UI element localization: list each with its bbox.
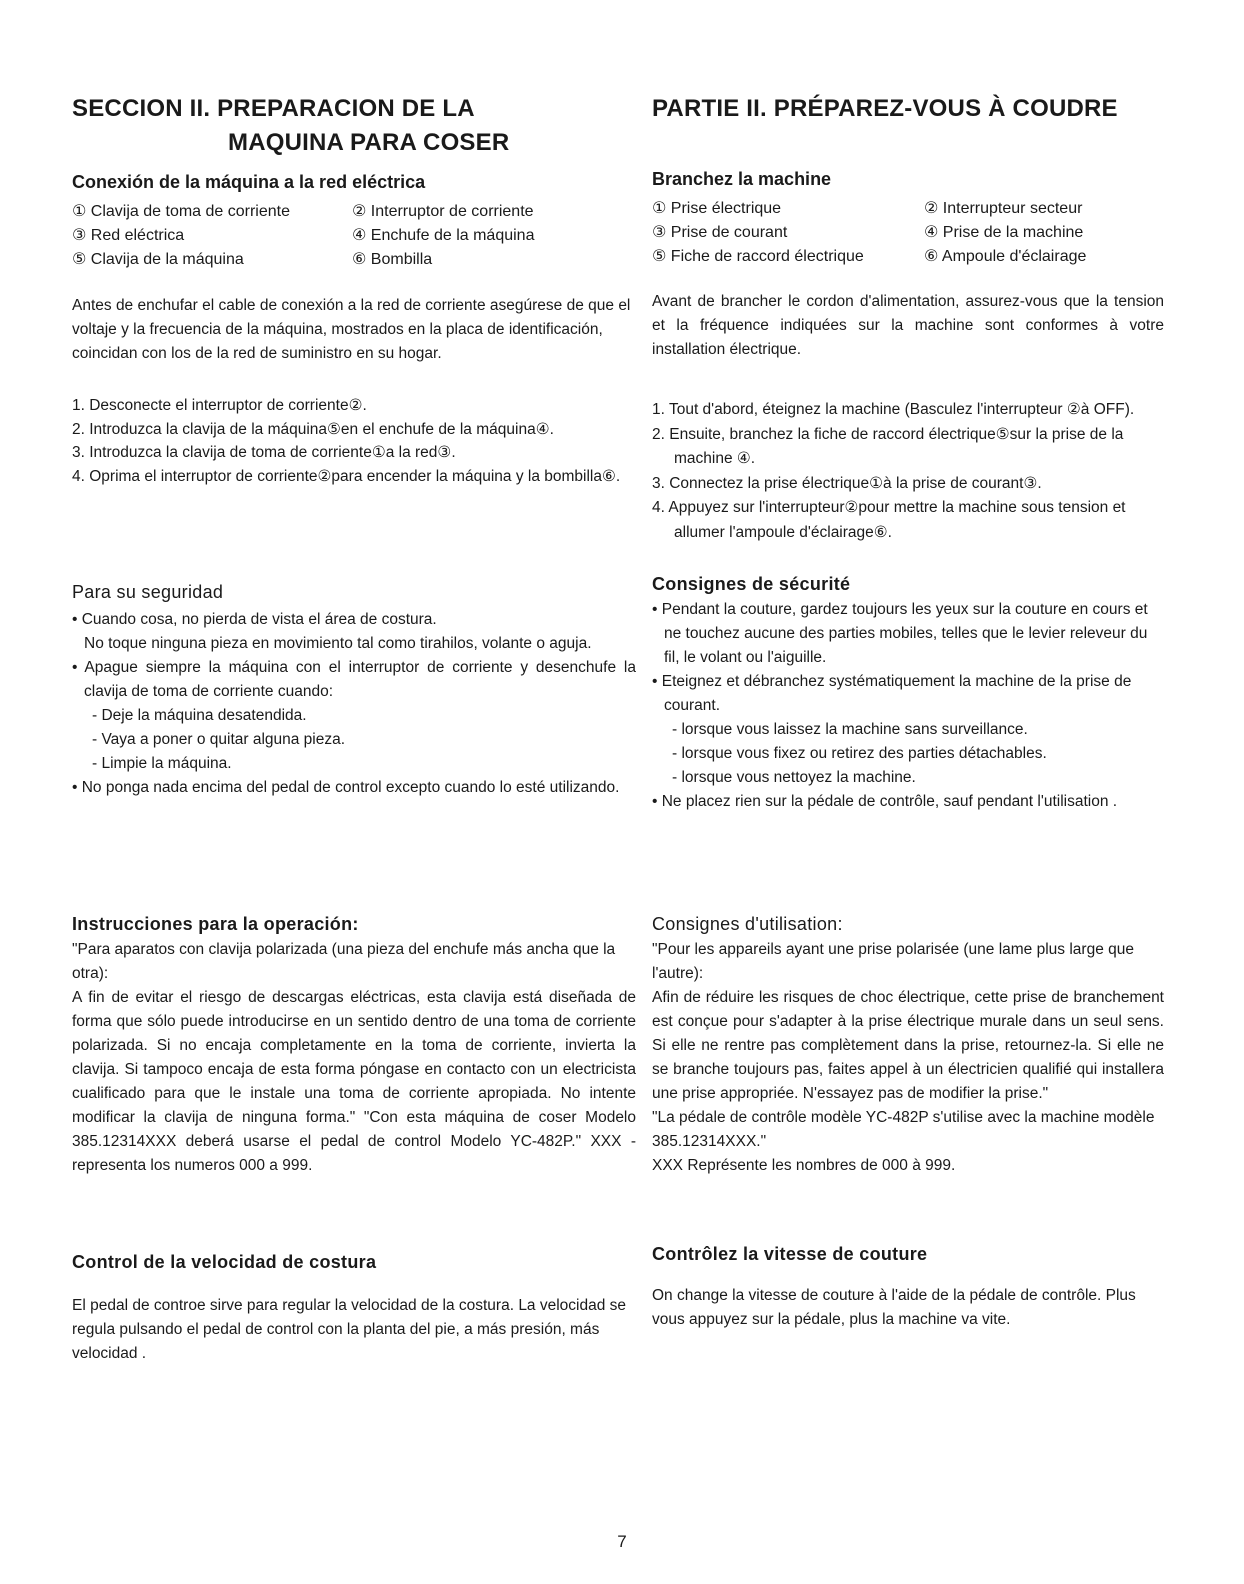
fr-part-1: ① Prise électrique	[652, 200, 782, 217]
fr-connection-intro: Avant de brancher le cordon d'alimentation, assurez-vous que la tension et la fréquence indiquées sur la machine sont conformes à votre installation électrique.	[652, 293, 1164, 358]
fr-safety-bullet-3: • Ne placez rien sur la pédale de contrôle, sauf pendant l'utilisation .	[652, 793, 1118, 810]
fr-part-4: ④ Prise de la machine	[924, 224, 1084, 241]
es-safety-dash-group	[72, 704, 636, 776]
es-safety-section	[72, 580, 636, 800]
fr-operation-para-2: Afin de réduire les risques de choc électrique, cette prise de branchement est conçue pour s'adapter à la prise électrique murale dans un seul sens. Si elle ne rentre pas complètement dans la prise, retournez-la. Si elle ne se branche toujours pas, faites appel à un électricien qualifié qui installera une prise appropriée. N'essayez pas de modifier la prise."	[652, 989, 1164, 1102]
fr-safety-dash-3: - lorsque vous nettoyez la machine.	[672, 769, 916, 786]
fr-title: PARTIE II. PRÉPAREZ-VOUS À COUDRE	[652, 95, 1118, 122]
fr-safety-list	[652, 598, 1164, 814]
fr-speed-section	[652, 1242, 1164, 1332]
fr-speed-text: On change la vitesse de couture à l'aide de la pédale de contrôle. Plus vous appuyez sur la pédale, plus la machine va vite.	[652, 1287, 1136, 1328]
fr-operation-para-1: "Pour les appareils ayant une prise polarisée (une lame plus large que l'autre):	[652, 941, 1134, 982]
fr-step-3: 3. Connectez la prise électrique①à la prise de courant③.	[652, 474, 1042, 492]
es-part-5: ⑤ Clavija de la máquina	[72, 251, 244, 268]
fr-safety-dash-group	[652, 718, 1164, 790]
es-part-4: ④ Enchufe de la máquina	[352, 227, 535, 244]
fr-safety-bullet-3-text: Ne placez rien sur la pédale de contrôle, sauf pendant l'utilisation .	[661, 793, 1118, 810]
es-connection-heading: Conexión de la máquina a la red eléctrica	[72, 172, 426, 192]
es-operation-para-2: A fin de evitar el riesgo de descargas eléctricas, esta clavija está diseñada de forma que sólo puede introducirse en un sentido dentro de una toma de corriente polarizada. Si no encaja completamente en la toma de corriente, invierta la clavija. Si tampoco encaja de esta forma póngase en contacto con un electricista cualificado para que le instale una toma de corriente apropiada. No intente modificar la clavija de ninguna forma." "Con esta máquina de coser Modelo 385.12314XXX deberá usarse el pedal de control Modelo YC-482P." XXX - representa los numeros 000 a 999.	[72, 989, 636, 1174]
es-safety-dash-list	[84, 704, 636, 776]
fr-section-title	[652, 92, 1164, 126]
es-speed-text: El pedal de controe sirve para regular la velocidad de la costura. La velocidad se regula pulsando el pedal de control con la planta del pie, a más presión, más velocidad .	[72, 1297, 627, 1362]
fr-part-3: ③ Prise de courant	[652, 224, 788, 241]
fr-part-6: ⑥ Ampoule d'éclairage	[924, 248, 1087, 265]
es-speed-heading: Control de la velocidad de costura	[72, 1252, 377, 1272]
fr-operation-heading: Consignes d'utilisation:	[652, 914, 843, 934]
es-operation-para-1: "Para aparatos con clavija polarizada (una pieza del enchufe más ancha que la otra):	[72, 941, 616, 982]
fr-safety-dash-2: - lorsque vous fixez ou retirez des parties détachables.	[672, 745, 1047, 762]
fr-safety-bullet-2: • Eteignez et débranchez systématiquement la machine de la prise de courant.	[652, 673, 1132, 714]
fr-connection-heading: Branchez la machine	[652, 169, 832, 189]
fr-parts-list	[652, 197, 1164, 269]
es-safety-bullet-2-text: Apague siempre la máquina con el interruptor de corriente y desenchufe la clavija de toma de corriente cuando:	[84, 659, 636, 700]
es-connection-intro: Antes de enchufar el cable de conexión a la red de corriente asegúrese de que el voltaje y la frecuencia de la máquina, mostrados en la placa de identificación, coincidan con los de la red de suministro en su hogar.	[72, 297, 631, 362]
es-safety-dash-3: - Limpie la máquina.	[92, 755, 232, 772]
fr-step-4: 4. Appuyez sur l'interrupteur②pour mettre la machine sous tension et allumer l'ampoule d'éclairage⑥.	[652, 499, 1126, 541]
fr-step-1: 1. Tout d'abord, éteignez la machine (Basculez l'interrupteur ②à OFF).	[652, 401, 1135, 418]
es-safety-bullet-2: • Apague siempre la máquina con el interruptor de corriente y desenchufe la clavija de toma de corriente cuando:	[72, 659, 636, 700]
page-number: 7	[617, 1532, 627, 1551]
fr-part-5: ⑤ Fiche de raccord électrique	[652, 248, 864, 265]
fr-safety-bullet-2-text: Eteignez et débranchez systématiquement la machine de la prise de courant.	[661, 673, 1132, 714]
fr-part-2: ② Interrupteur secteur	[924, 200, 1083, 217]
es-operation-heading: Instrucciones para la operación:	[72, 914, 359, 934]
es-safety-bullet-3-text: No ponga nada encima del pedal de control excepto cuando lo esté utilizando.	[81, 779, 620, 796]
fr-operation-para-3: "La pédale de contrôle modèle YC-482P s'utilise avec la machine modèle 385.12314XXX."	[652, 1109, 1155, 1150]
fr-steps-list	[652, 398, 1164, 545]
fr-safety-dash-1: - lorsque vous laissez la machine sans surveillance.	[672, 721, 1028, 738]
fr-safety-bullet-1: • Pendant la couture, gardez toujours les yeux sur la couture en cours et ne touchez aucune des parties mobiles, telles que le levier releveur du fil, le volant ou l'aiguille.	[652, 601, 1148, 666]
es-safety-bullet-1: • Cuando cosa, no pierda de vista el área de costura. No toque ninguna pieza en movimiento tal como tirahilos, volante o aguja.	[72, 611, 592, 652]
es-safety-dash-2: - Vaya a poner o quitar alguna pieza.	[92, 731, 346, 748]
fr-operation-section	[652, 912, 1164, 1178]
es-part-1: ① Clavija de toma de corriente	[72, 203, 290, 220]
es-part-2: ② Interruptor de corriente	[352, 203, 534, 220]
es-section-title	[72, 92, 636, 160]
fr-step-2: 2. Ensuite, branchez la fiche de raccord électrique⑤sur la prise de la machine ④.	[652, 425, 1124, 467]
fr-operation-para-4: XXX Représente les nombres de 000 à 999.	[652, 1157, 956, 1174]
es-part-6: ⑥ Bombilla	[352, 251, 433, 268]
es-safety-list	[72, 608, 636, 800]
fr-speed-heading: Contrôlez la vitesse de couture	[652, 1244, 928, 1264]
es-step-3: 3. Introduzca la clavija de toma de corriente①a la red③.	[72, 444, 456, 461]
es-safety-heading: Para su seguridad	[72, 582, 224, 602]
es-safety-dash-1: - Deje la máquina desatendida.	[92, 707, 307, 724]
es-connection-section	[72, 170, 636, 272]
fr-safety-heading: Consignes de sécurité	[652, 574, 851, 594]
es-part-3: ③ Red eléctrica	[72, 227, 185, 244]
es-operation-section	[72, 912, 636, 1178]
es-safety-bullet-1-line2: No toque ninguna pieza en movimiento tal como tirahilos, volante o aguja.	[84, 635, 592, 652]
es-step-1: 1. Desconecte el interruptor de corriente②.	[72, 397, 367, 414]
es-safety-bullet-3: • No ponga nada encima del pedal de control excepto cuando lo esté utilizando.	[72, 779, 620, 796]
fr-safety-dash-list	[664, 718, 1164, 790]
fr-connection-section	[652, 167, 1164, 269]
es-step-4: 4. Oprima el interruptor de corriente②para encender la máquina y la bombilla⑥.	[72, 467, 621, 485]
es-speed-section	[72, 1250, 636, 1366]
es-safety-bullet-1-line1: Cuando cosa, no pierda de vista el área de costura.	[81, 611, 437, 628]
es-step-2: 2. Introduzca la clavija de la máquina⑤en el enchufe de la máquina④.	[72, 420, 554, 438]
es-steps-list	[72, 394, 636, 488]
fr-safety-bullet-1-text: Pendant la couture, gardez toujours les yeux sur la couture en cours et ne touchez aucune des parties mobiles, telles que le levier releveur du fil, le volant ou l'aiguille.	[661, 601, 1148, 666]
es-title-line2: MAQUINA PARA COSER	[228, 129, 510, 156]
es-title-line1: SECCION II. PREPARACION DE LA	[72, 95, 475, 122]
fr-safety-section	[652, 572, 1164, 814]
es-parts-list	[72, 200, 636, 272]
